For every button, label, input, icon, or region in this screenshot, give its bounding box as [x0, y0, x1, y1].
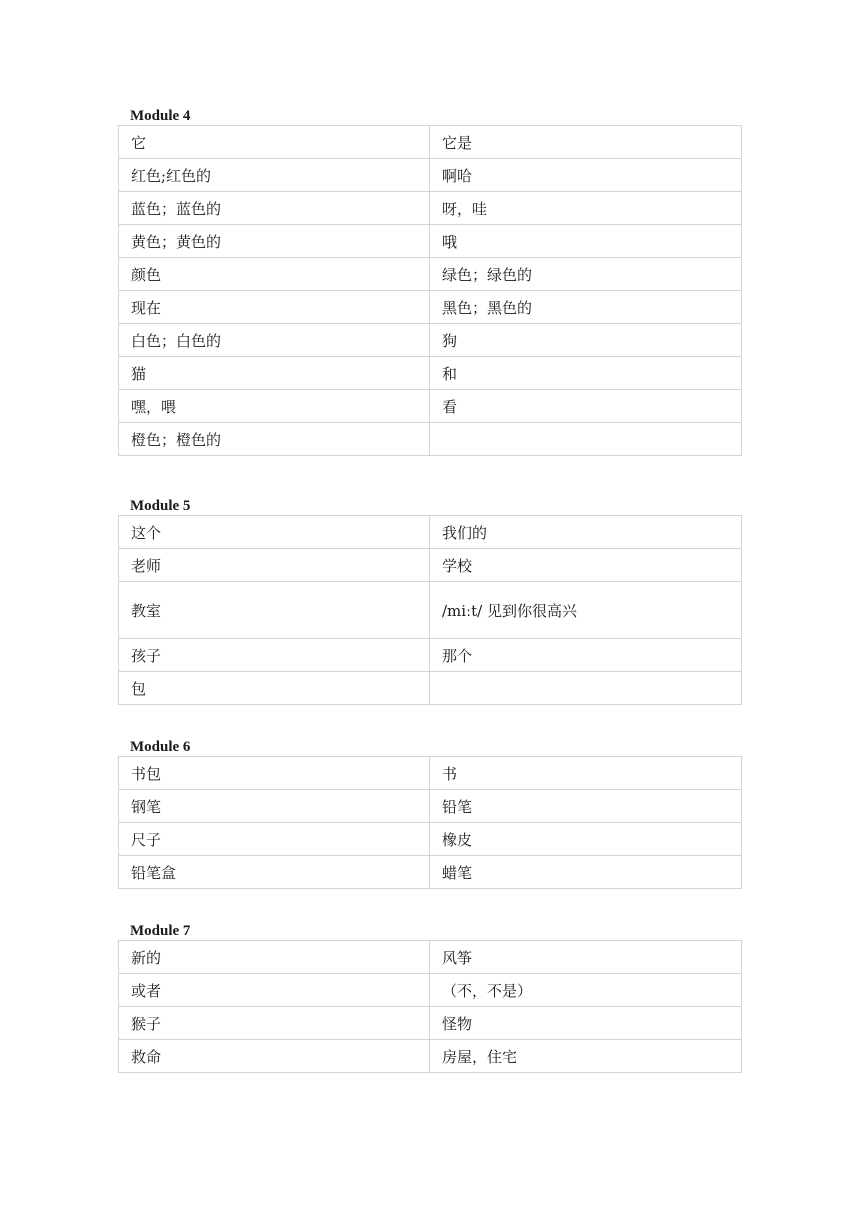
- vocab-cell: 铅笔: [430, 790, 742, 823]
- table-row: [119, 941, 742, 974]
- vocab-cell: 猴子: [119, 1007, 430, 1040]
- module-6-section: [118, 738, 741, 889]
- table-row: [119, 1040, 742, 1073]
- vocab-table: [118, 125, 742, 456]
- table-row: [119, 790, 742, 823]
- vocab-cell: 钢笔: [119, 790, 430, 823]
- vocab-cell: 和: [430, 357, 742, 390]
- vocab-cell: 橙色；橙色的: [119, 423, 430, 456]
- vocab-cell: 新的: [119, 941, 430, 974]
- vocab-cell: 书包: [119, 757, 430, 790]
- vocab-cell: 学校: [430, 549, 742, 582]
- table-row: [119, 291, 742, 324]
- table-row: [119, 1007, 742, 1040]
- vocab-cell: 看: [430, 390, 742, 423]
- table-row: [119, 192, 742, 225]
- table-row: [119, 258, 742, 291]
- vocab-cell: 蓝色；蓝色的: [119, 192, 430, 225]
- vocab-cell: [430, 672, 742, 705]
- table-row: [119, 549, 742, 582]
- vocab-cell: 孩子: [119, 639, 430, 672]
- table-row: [119, 974, 742, 1007]
- table-row: [119, 856, 742, 889]
- table-row: [119, 159, 742, 192]
- vocab-table: [118, 940, 742, 1073]
- vocab-cell: 蜡笔: [430, 856, 742, 889]
- vocab-cell: 房屋，住宅: [430, 1040, 742, 1073]
- vocab-cell: 红色;红色的: [119, 159, 430, 192]
- module-title: Module 5: [130, 498, 191, 514]
- table-row: [119, 757, 742, 790]
- vocab-cell: 救命: [119, 1040, 430, 1073]
- vocab-cell: 我们的: [430, 516, 742, 549]
- module-7-section: [118, 922, 741, 1073]
- table-row: [119, 225, 742, 258]
- vocab-cell: 教室: [119, 582, 430, 639]
- module-title: Module 7: [130, 923, 191, 939]
- vocab-cell: 绿色；绿色的: [430, 258, 742, 291]
- vocab-cell: 这个: [119, 516, 430, 549]
- vocab-cell: 颜色: [119, 258, 430, 291]
- vocab-cell: 黑色；黑色的: [430, 291, 742, 324]
- table-row: [119, 324, 742, 357]
- vocab-table: [118, 515, 742, 705]
- vocab-cell: 猫: [119, 357, 430, 390]
- vocab-cell: 黄色；黄色的: [119, 225, 430, 258]
- vocab-cell: 或者: [119, 974, 430, 1007]
- vocab-cell: 风筝: [430, 941, 742, 974]
- vocab-cell: 哦: [430, 225, 742, 258]
- table-row: [119, 639, 742, 672]
- vocab-cell: 它: [119, 126, 430, 159]
- vocab-cell: 怪物: [430, 1007, 742, 1040]
- module-title: Module 4: [130, 108, 191, 124]
- table-row: [119, 672, 742, 705]
- vocab-cell: 狗: [430, 324, 742, 357]
- vocab-cell: 它是: [430, 126, 742, 159]
- vocab-cell: 书: [430, 757, 742, 790]
- vocab-cell: 现在: [119, 291, 430, 324]
- vocab-cell: 橡皮: [430, 823, 742, 856]
- vocab-cell: /miːt/ 见到你很高兴: [430, 582, 742, 639]
- table-row: [119, 516, 742, 549]
- table-row: [119, 582, 742, 639]
- vocab-cell: 老师: [119, 549, 430, 582]
- module-5-section: [118, 497, 741, 705]
- vocab-cell: 那个: [430, 639, 742, 672]
- vocab-cell: 包: [119, 672, 430, 705]
- vocab-cell: 啊哈: [430, 159, 742, 192]
- table-row: [119, 357, 742, 390]
- vocab-cell: （不，不是）: [430, 974, 742, 1007]
- vocab-cell: 白色；白色的: [119, 324, 430, 357]
- table-row: [119, 423, 742, 456]
- module-4-section: [118, 107, 741, 456]
- module-title: Module 6: [130, 739, 191, 755]
- table-row: [119, 390, 742, 423]
- vocab-cell: 嘿，喂: [119, 390, 430, 423]
- vocab-cell: 尺子: [119, 823, 430, 856]
- vocab-cell: [430, 423, 742, 456]
- table-row: [119, 823, 742, 856]
- vocab-cell: 铅笔盒: [119, 856, 430, 889]
- vocab-cell: 呀，哇: [430, 192, 742, 225]
- table-row: [119, 126, 742, 159]
- vocab-table: [118, 756, 742, 889]
